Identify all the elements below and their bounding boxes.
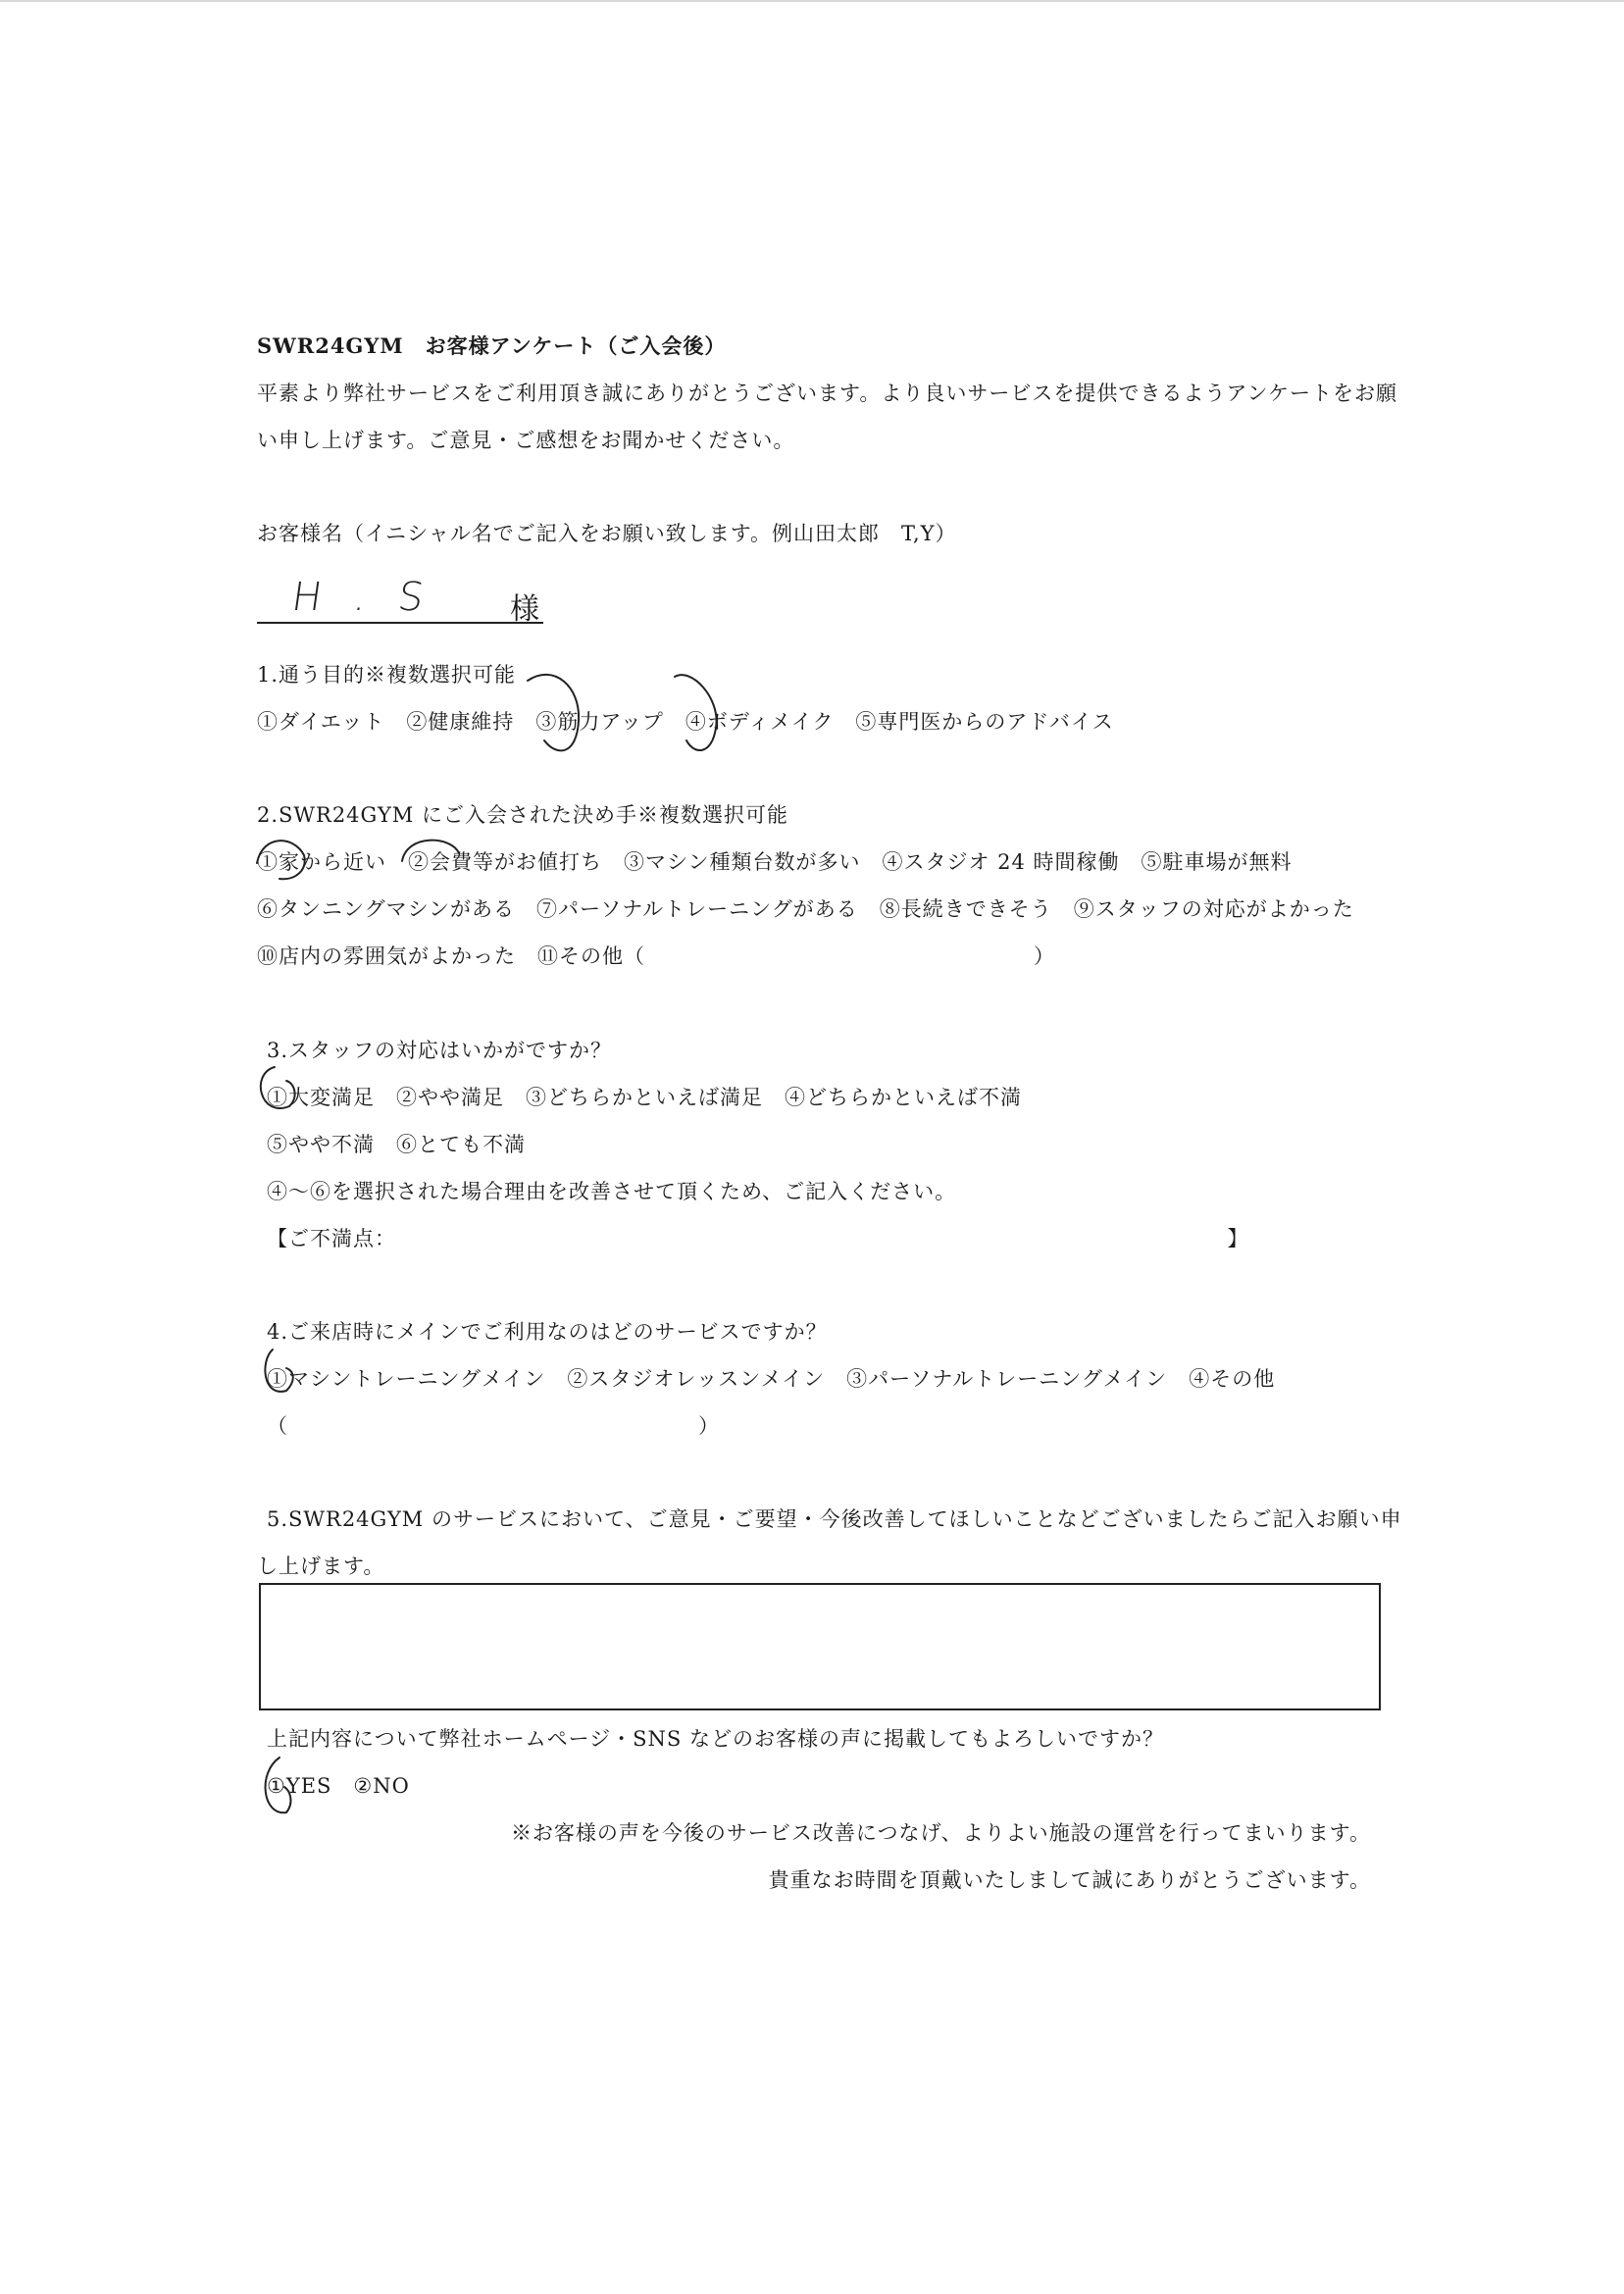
intro-text-line2: い申し上げます。ご意見・ご感想をお聞かせください。 <box>257 429 795 452</box>
q2-options-line1: ①家から近い ②会費等がお値打ち ③マシン種類台数が多い ④スタジオ 24 時間稼働 ⑤駐車場が無料 <box>257 850 1293 874</box>
consent-options: ①YES ②NO <box>267 1774 410 1798</box>
customer-name-label: お客様名（イニシャル名でご記入をお願い致します。例山田太郎 T,Y） <box>257 522 957 545</box>
q5-question-line2: し上げます。 <box>257 1555 385 1578</box>
q4-options: ①マシントレーニングメイン ②スタジオレッスンメイン ③パーソナルトレーニングメイン ④その他 <box>267 1367 1276 1391</box>
q3-note: ④〜⑥を選択された場合理由を改善させて頂くため、ご記入ください。 <box>267 1180 957 1203</box>
customer-name-handwritten: H . S <box>288 575 436 620</box>
footer-line2: 貴重なお時間を頂戴いたしまして誠にありがとうございます。 <box>768 1868 1371 1892</box>
q5-answer-box <box>259 1583 1381 1710</box>
q4-question: 4.ご来店時にメインでご利用なのはどのサービスですか？ <box>267 1320 828 1344</box>
q2-options-line2: ⑥タンニングマシンがある ⑦パーソナルトレーニングがある ⑧長続きできそう ⑨スタッフの対応がよかった <box>257 897 1354 921</box>
q3-options-line2: ⑤やや不満 ⑥とても不満 <box>267 1133 526 1156</box>
q4-other-blank: （ ） <box>267 1414 720 1438</box>
customer-name-honorific: 様 <box>510 592 539 627</box>
survey-title: SWR24GYM お客様アンケート（ご入会後） <box>257 333 727 358</box>
consent-question: 上記内容について弊社ホームページ・SNS などのお客様の声に掲載してもよろしいですか？ <box>267 1727 1164 1751</box>
q5-question-line1: 5.SWR24GYM のサービスにおいて、ご意見・ご要望・今後改善してほしいことなどございましたらご記入お願い申 <box>267 1507 1402 1531</box>
customer-name-underline <box>257 622 543 624</box>
intro-text-line1: 平素より弊社サービスをご利用頂き誠にありがとうございます。より良いサービスを提供できるようアンケートをお願 <box>257 382 1398 405</box>
q3-complaint-field: 【ご不満点： 】 <box>267 1227 1249 1250</box>
q1-question: 1.通う目的※複数選択可能 <box>257 663 517 687</box>
q3-question: 3.スタッフの対応はいかがですか？ <box>267 1039 613 1062</box>
q3-options-line1: ①大変満足 ②やや満足 ③どちらかといえば満足 ④どちらかといえば不満 <box>267 1086 1022 1109</box>
footer-line1: ※お客様の声を今後のサービス改善につなげ、よりよい施設の運営を行ってまいります。 <box>510 1821 1371 1845</box>
q1-options: ①ダイエット ②健康維持 ③筋力アップ ④ボディメイク ⑤専門医からのアドバイス <box>257 710 1114 734</box>
q2-options-line3: ⑩店内の雰囲気がよかった ⑪その他（ ） <box>257 944 1055 968</box>
q2-question: 2.SWR24GYM にご入会された決め手※複数選択可能 <box>257 803 788 827</box>
scan-edge <box>0 0 1624 2</box>
